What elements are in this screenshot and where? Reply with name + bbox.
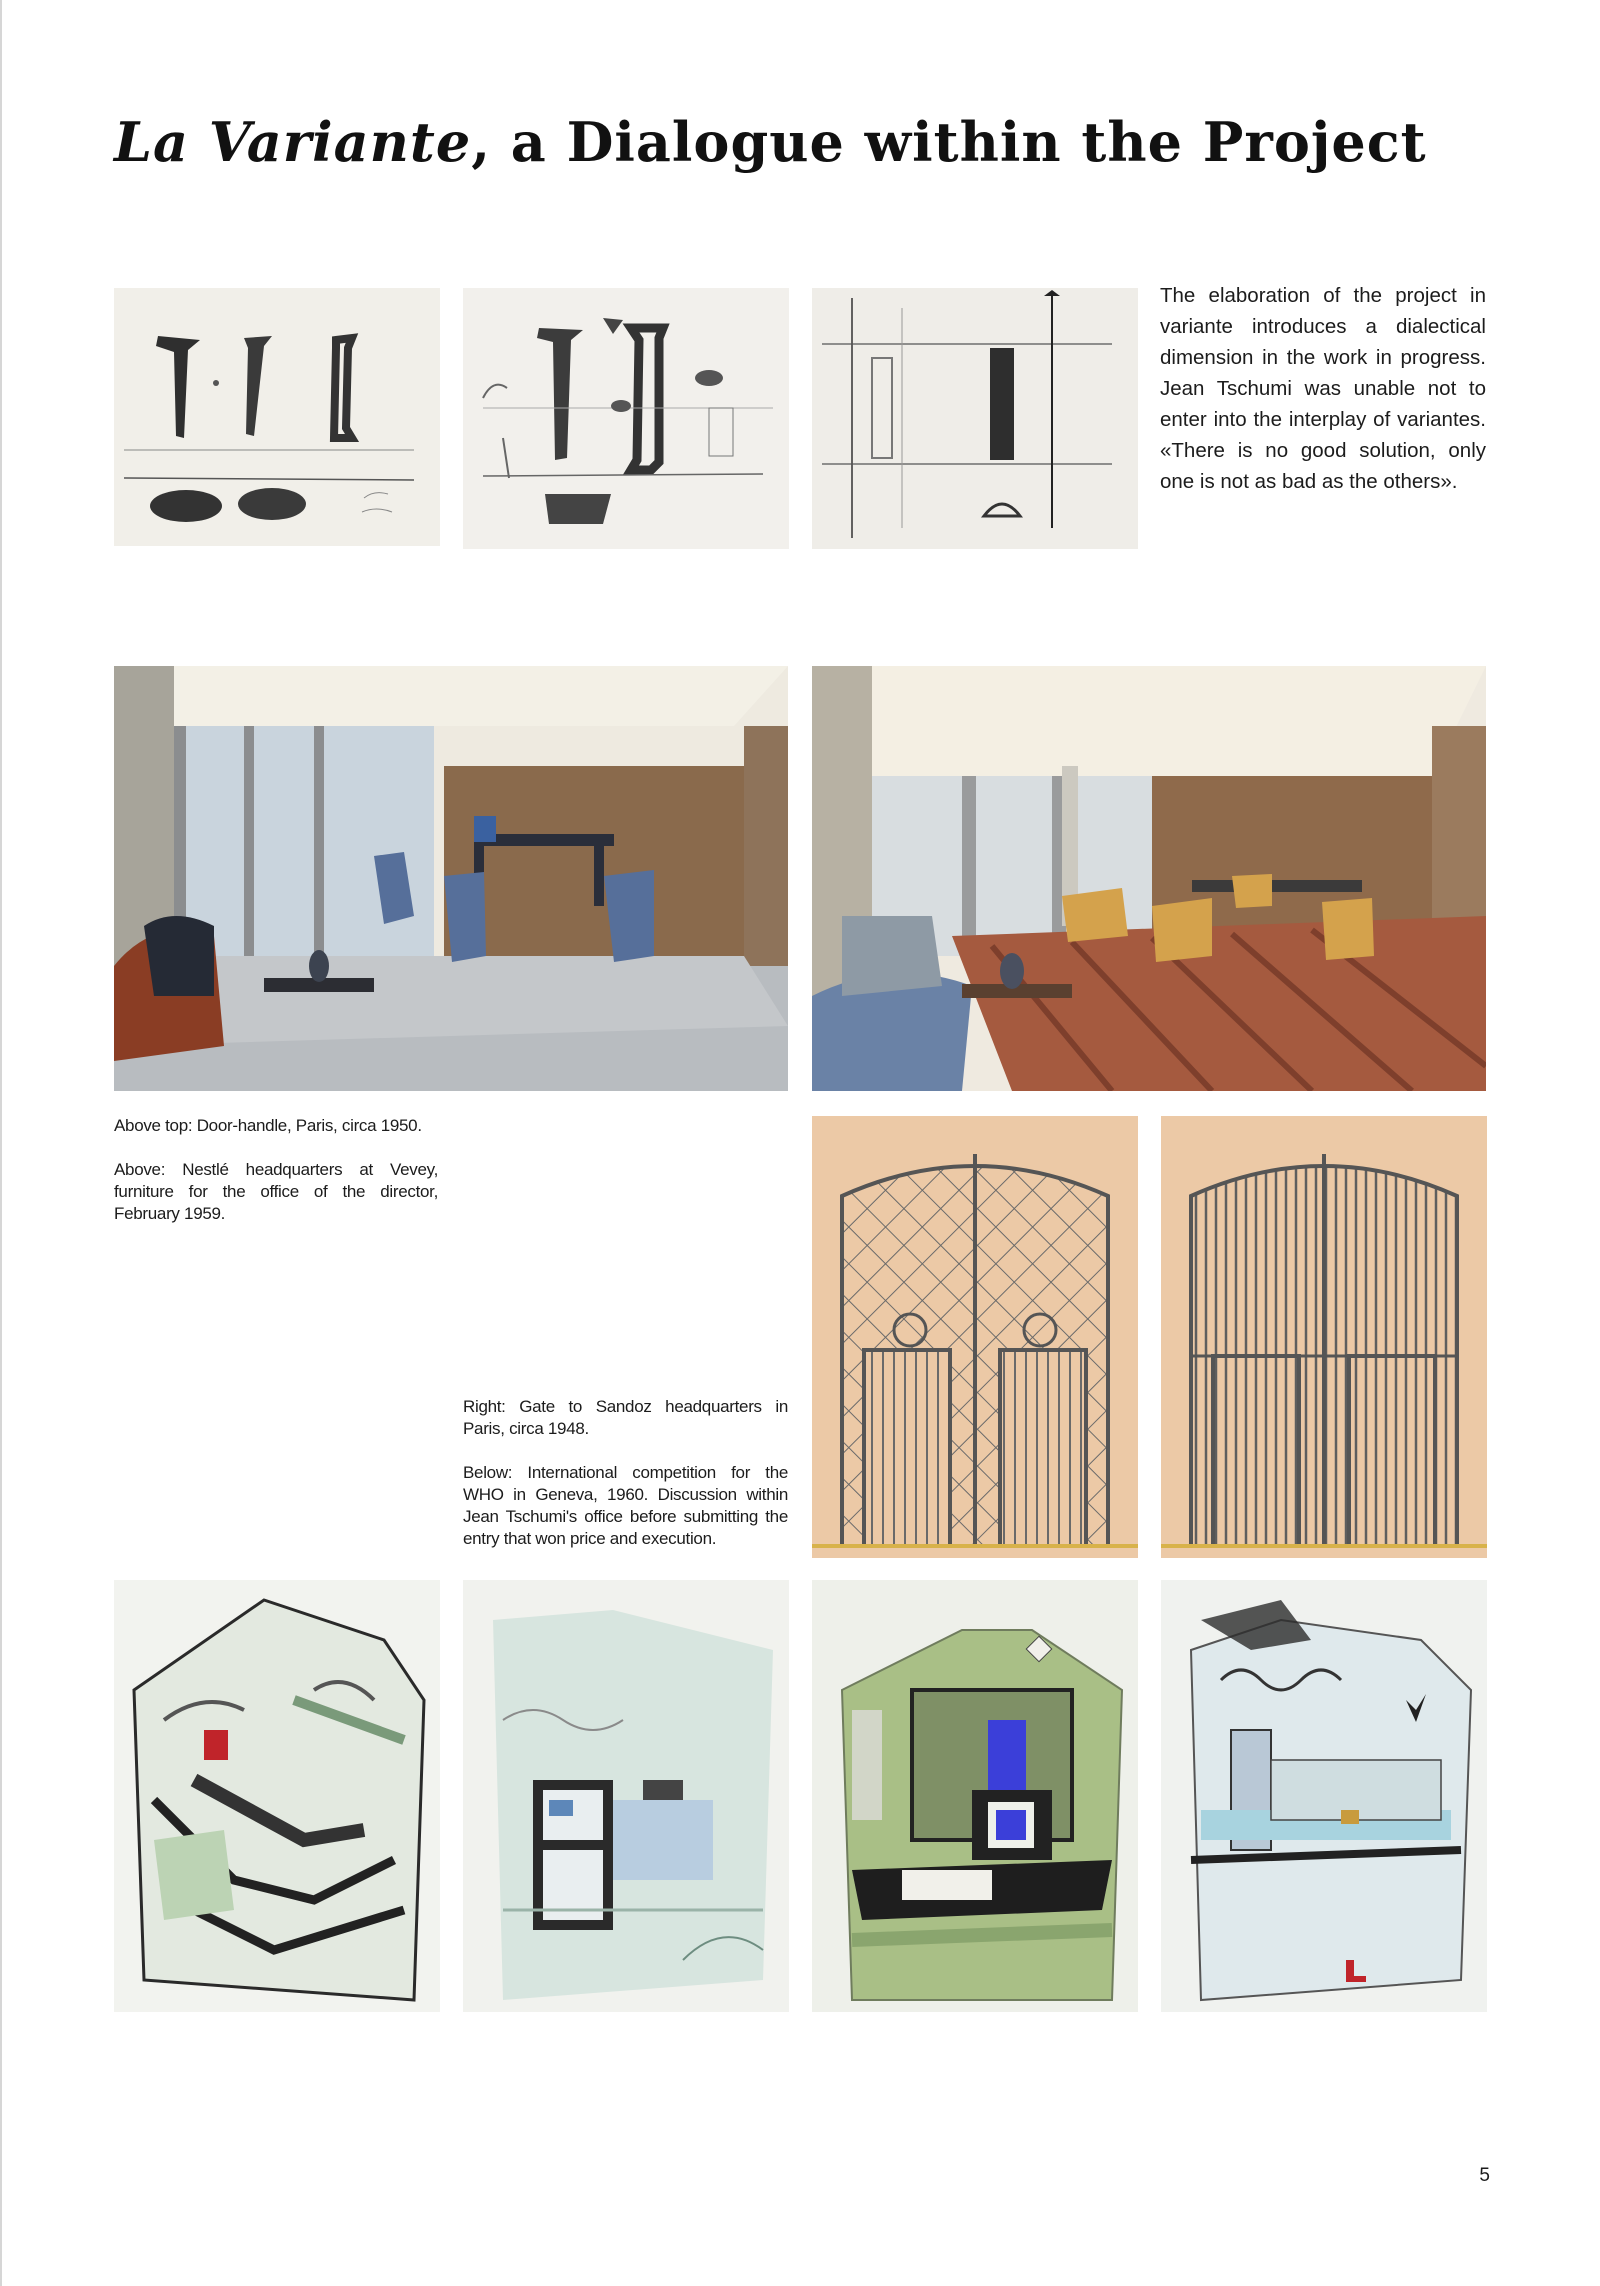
caption-left xyxy=(114,1115,438,1225)
caption-right-line1: Right: Gate to Sandoz headquarters in Paris, circa 1948. xyxy=(463,1397,788,1438)
page-edge xyxy=(0,0,2,2286)
who-plan-sketch-2 xyxy=(463,1580,789,2012)
title-italic: La Variante xyxy=(114,110,472,174)
office-blue-rendering xyxy=(114,666,788,1091)
caption-right xyxy=(463,1396,788,1550)
page-title xyxy=(114,110,1427,174)
intro-paragraph: The elaboration of the project in variante introduces a dialectical dimension in the work in progress. Jean Tschumi was unable not to enter into the interplay of variantes. «There is no good solution, only one is not as bad as the others». xyxy=(1160,284,1486,493)
caption-left-line2: Above: Nestlé headquarters at Vevey, furniture for the office of the director, February 1959. xyxy=(114,1160,438,1223)
door-handle-sketch-2 xyxy=(463,288,789,549)
gate-variant-bars xyxy=(1161,1116,1487,1558)
door-handle-sketch-1 xyxy=(114,288,440,546)
page-number: 5 xyxy=(1479,2165,1490,2186)
door-handle-sketch-3 xyxy=(812,288,1138,549)
office-red-carpet-rendering xyxy=(812,666,1486,1091)
caption-right-line2: Below: International competition for the WHO in Geneva, 1960. Discussion within Jean Tschumi's office before submitting the entry that won price and execution. xyxy=(463,1463,788,1548)
gate-variant-lattice xyxy=(812,1116,1138,1558)
caption-left-line1: Above top: Door-handle, Paris, circa 1950. xyxy=(114,1116,422,1135)
who-plan-sketch-3 xyxy=(812,1580,1138,2012)
who-plan-sketch-4 xyxy=(1161,1580,1487,2012)
title-rest: , a Dialogue within the Project xyxy=(471,110,1427,174)
who-plan-sketch-1 xyxy=(114,1580,440,2012)
